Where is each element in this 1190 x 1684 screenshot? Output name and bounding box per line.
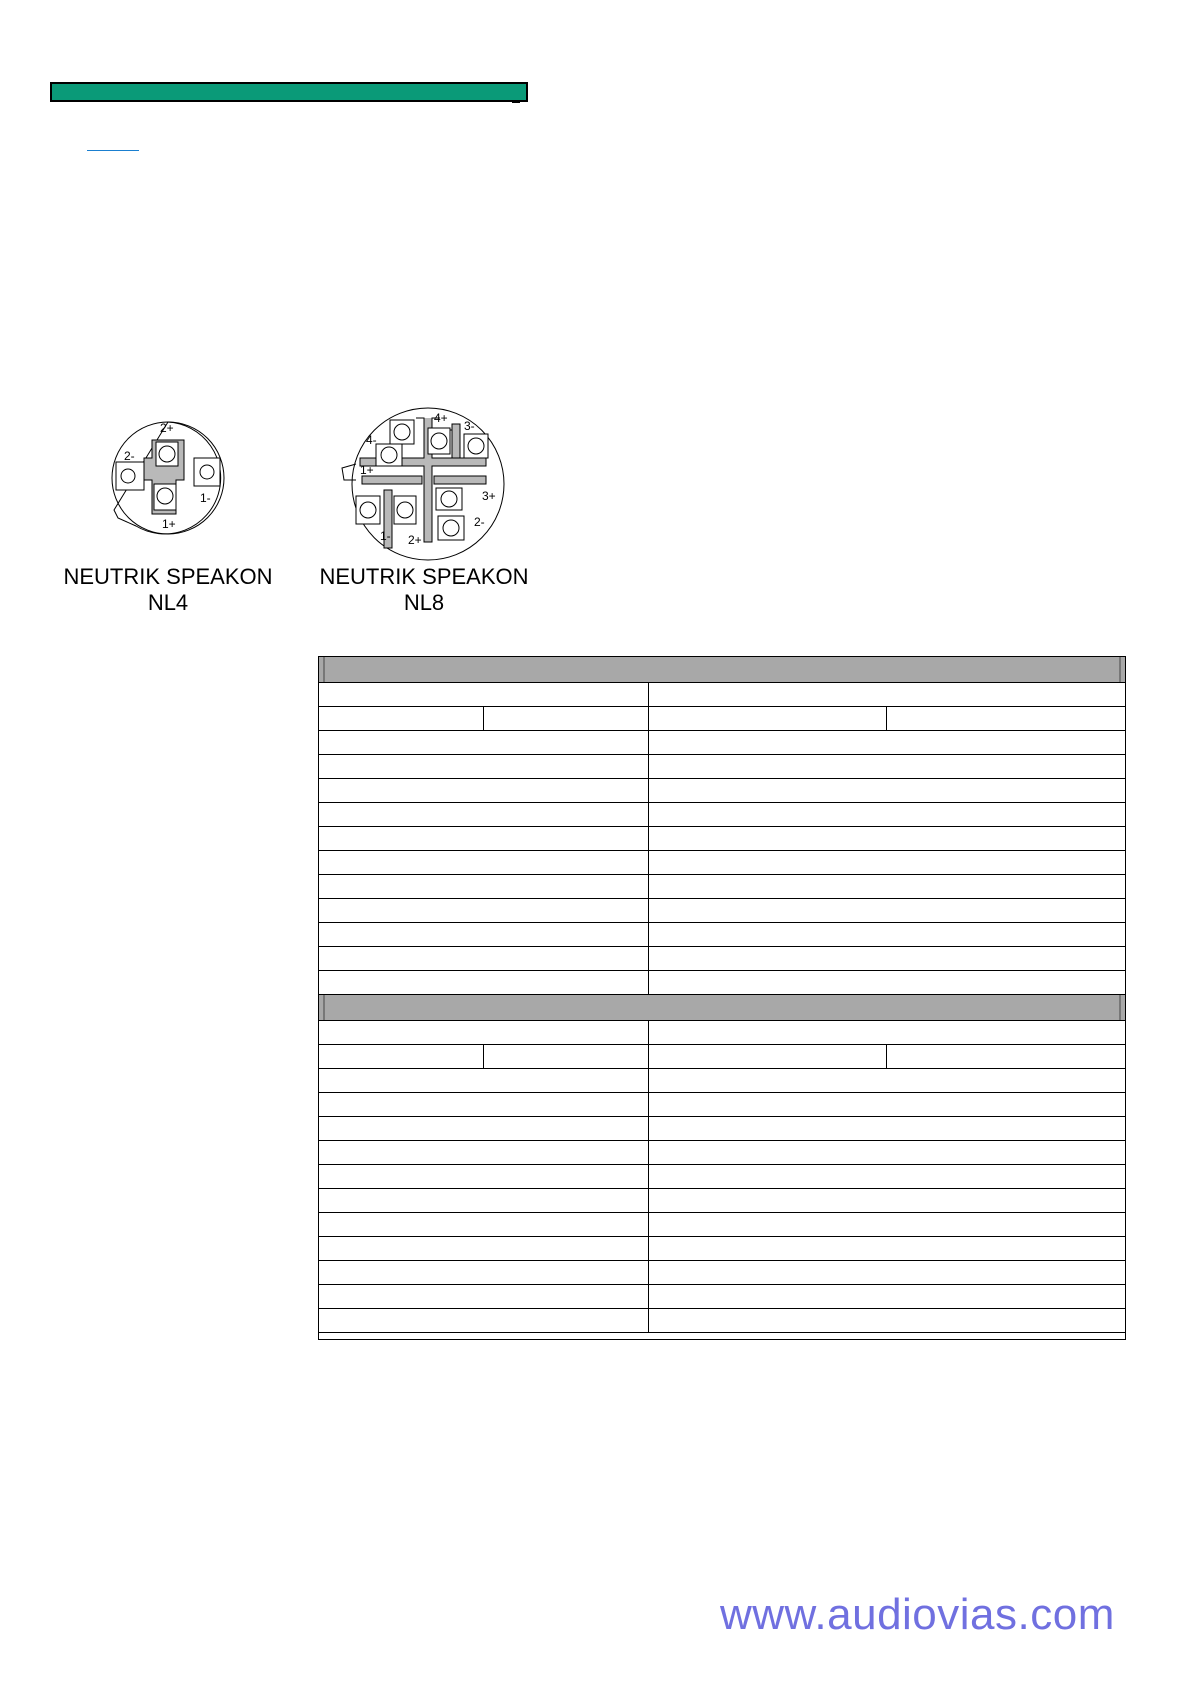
nl4-caption xyxy=(52,564,284,616)
table-row xyxy=(319,1021,1125,1045)
table-cell xyxy=(319,755,649,778)
nl4-pin-label: 1- xyxy=(200,491,211,505)
table-row xyxy=(319,1261,1125,1285)
table-cell xyxy=(319,1165,649,1188)
table-row xyxy=(319,1309,1125,1333)
section-header-bar xyxy=(50,82,528,102)
table-cell xyxy=(319,1261,649,1284)
table-section-header xyxy=(319,657,1125,683)
table-cell xyxy=(319,803,649,826)
table-row xyxy=(319,1045,1125,1069)
nl8-connector-diagram xyxy=(338,404,510,564)
table-row xyxy=(319,707,1125,731)
table-cell xyxy=(319,899,649,922)
nl4-connector-diagram xyxy=(108,418,228,542)
nl8-caption-line2: NL8 xyxy=(403,590,445,615)
footer-url[interactable]: www.audiovias.com xyxy=(720,1590,1115,1639)
table-row xyxy=(319,1237,1125,1261)
table-row xyxy=(319,923,1125,947)
nl8-pin-label: 2+ xyxy=(408,533,422,547)
table-row xyxy=(319,971,1125,995)
table-row xyxy=(319,827,1125,851)
nl4-pin-label: 2- xyxy=(124,449,135,463)
nl8-pin-label: 3- xyxy=(464,419,475,433)
table-row xyxy=(319,851,1125,875)
nl8-pin-label: 1+ xyxy=(360,463,374,477)
table-row xyxy=(319,1285,1125,1309)
table-row xyxy=(319,875,1125,899)
table-cell xyxy=(319,1141,649,1164)
table-row xyxy=(319,947,1125,971)
table-cell xyxy=(319,707,887,730)
table-cell xyxy=(319,1309,649,1332)
nl8-caption-line1: NEUTRIK SPEAKON xyxy=(319,564,529,589)
table-cell xyxy=(319,779,649,802)
table-cell xyxy=(319,1117,649,1140)
table-row xyxy=(319,1189,1125,1213)
nl8-pin-label: 4- xyxy=(366,433,377,447)
table-row xyxy=(319,731,1125,755)
link-underline[interactable] xyxy=(87,150,139,151)
nl8-pin-label: 3+ xyxy=(482,489,496,503)
table-cell xyxy=(319,827,649,850)
table-cell xyxy=(319,947,649,970)
nl4-pin-label: 2+ xyxy=(160,421,174,435)
nl4-caption-line2: NL4 xyxy=(147,590,189,615)
nl8-caption xyxy=(308,564,540,616)
table-cell xyxy=(319,1021,649,1044)
table-cell xyxy=(319,1285,649,1308)
table-cell xyxy=(319,1213,649,1236)
table-cell xyxy=(319,971,649,994)
table-row xyxy=(319,779,1125,803)
table-row xyxy=(319,683,1125,707)
nl8-pin-label: 2- xyxy=(474,515,485,529)
nl4-caption-line1: NEUTRIK SPEAKON xyxy=(63,564,273,589)
table-cell xyxy=(319,731,649,754)
table-cell xyxy=(319,1189,649,1212)
table-row xyxy=(319,899,1125,923)
table-row xyxy=(319,1213,1125,1237)
table-row xyxy=(319,1069,1125,1093)
table-cell xyxy=(319,923,649,946)
table-row xyxy=(319,1165,1125,1189)
spec-table xyxy=(318,656,1126,1340)
table-row xyxy=(319,1117,1125,1141)
table-row xyxy=(319,755,1125,779)
table-cell xyxy=(319,1069,649,1092)
table-section-header xyxy=(319,995,1125,1021)
nl8-pin-label: 4+ xyxy=(434,411,448,425)
table-cell xyxy=(319,851,649,874)
table-cell xyxy=(319,1045,887,1068)
table-cell xyxy=(319,683,649,706)
table-cell xyxy=(319,1093,649,1116)
table-row xyxy=(319,1093,1125,1117)
nl4-pin-label: 1+ xyxy=(162,517,176,531)
table-row xyxy=(319,803,1125,827)
nl8-pin-label: 1- xyxy=(380,529,391,543)
table-row xyxy=(319,1141,1125,1165)
table-cell xyxy=(319,1237,649,1260)
table-cell xyxy=(319,875,649,898)
